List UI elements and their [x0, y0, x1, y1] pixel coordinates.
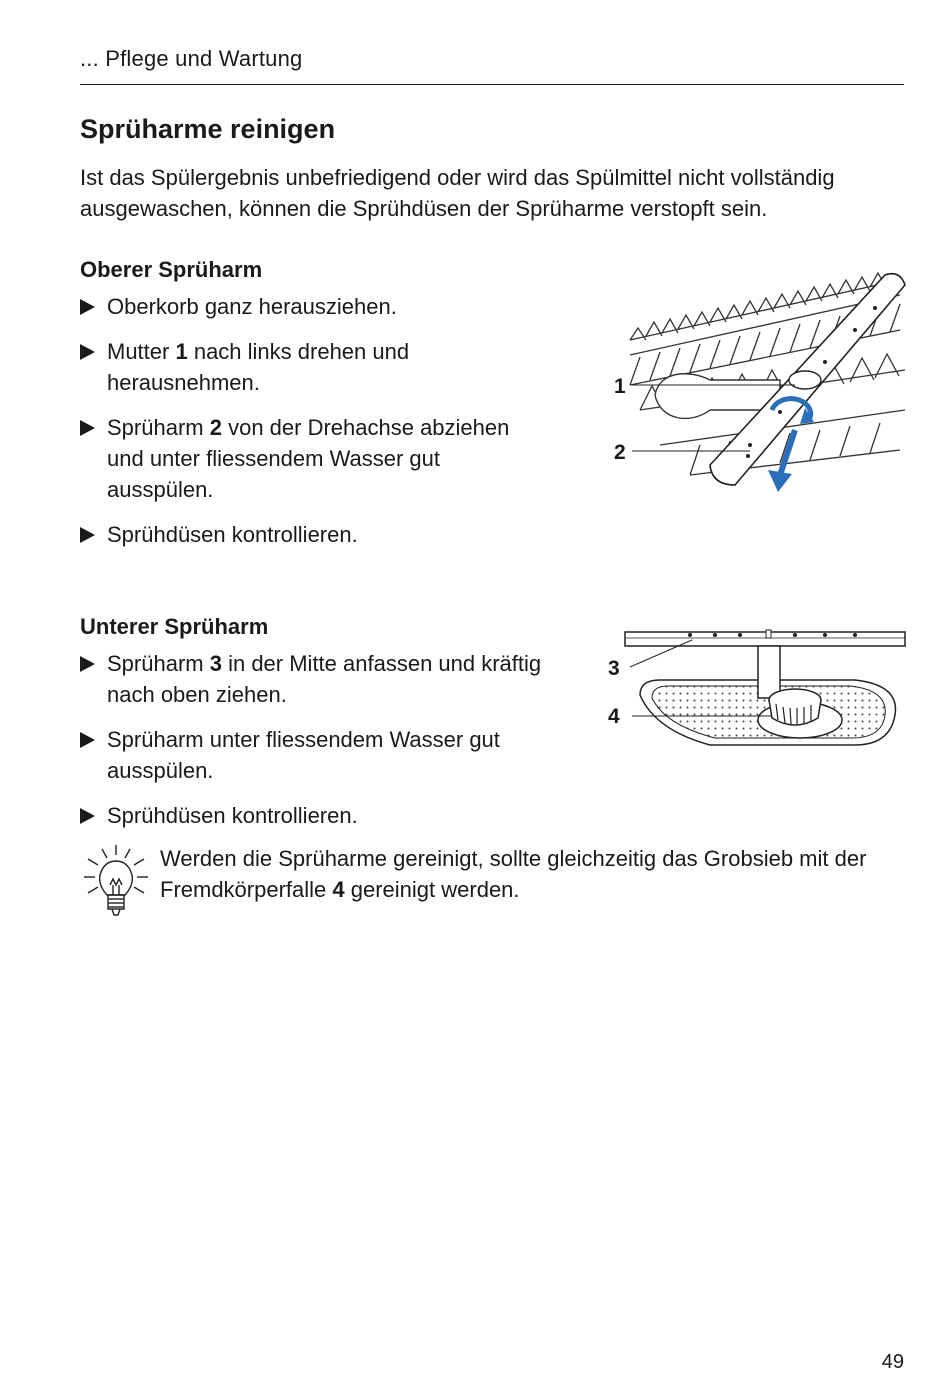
step-item: Mutter 1 nach links drehen und herausnehmen. [80, 336, 550, 398]
step-item: Sprühdüsen kontrollieren. [80, 519, 550, 550]
upper-arm-heading: Oberer Sprüharm [80, 257, 263, 282]
lightbulb-icon [82, 843, 150, 921]
step-item: Sprüharm unter fliessendem Wasser gut ausspülen. [80, 724, 560, 786]
intro-paragraph: Ist das Spülergebnis unbefriedigend oder wird das Spülmittel nicht vollständig ausgewaschen, können die Sprühdüsen der Sprüharme verstopft sein. [80, 165, 835, 221]
callout-4: 4 [608, 705, 620, 728]
bullet-arrow-icon [80, 420, 95, 436]
bullet-arrow-icon [80, 299, 95, 315]
bullet-arrow-icon [80, 344, 95, 360]
upper-arm-steps [80, 291, 550, 564]
step-item: Oberkorb ganz herausziehen. [80, 291, 550, 322]
lower-arm-steps [80, 648, 560, 845]
section-title: Sprüharme reinigen [80, 114, 336, 144]
bullet-arrow-icon [80, 732, 95, 748]
bullet-arrow-icon [80, 656, 95, 672]
bullet-arrow-icon [80, 527, 95, 543]
header-rule [80, 84, 904, 85]
lower-spray-arm-illustration [600, 620, 910, 760]
step-item: Sprühdüsen kontrollieren. [80, 800, 560, 831]
callout-1: 1 [614, 375, 626, 398]
bullet-arrow-icon [80, 808, 95, 824]
running-header: ... Pflege und Wartung [80, 46, 303, 71]
callout-3: 3 [608, 657, 620, 680]
tip-text: Werden die Sprüharme gereinigt, sollte gleichzeitig das Grobsieb mit der Fremdkörperfalle 4 gereinigt werden. [160, 846, 867, 902]
lower-arm-heading: Unterer Sprüharm [80, 614, 269, 639]
step-item: Sprüharm 2 von der Drehachse abziehen und unter fliessendem Wasser gut ausspülen. [80, 412, 550, 505]
step-item: Sprüharm 3 in der Mitte anfassen und kräftig nach oben ziehen. [80, 648, 560, 710]
upper-spray-arm-illustration [600, 260, 910, 510]
callout-2: 2 [614, 441, 626, 464]
page-number: 49 [881, 1351, 904, 1373]
